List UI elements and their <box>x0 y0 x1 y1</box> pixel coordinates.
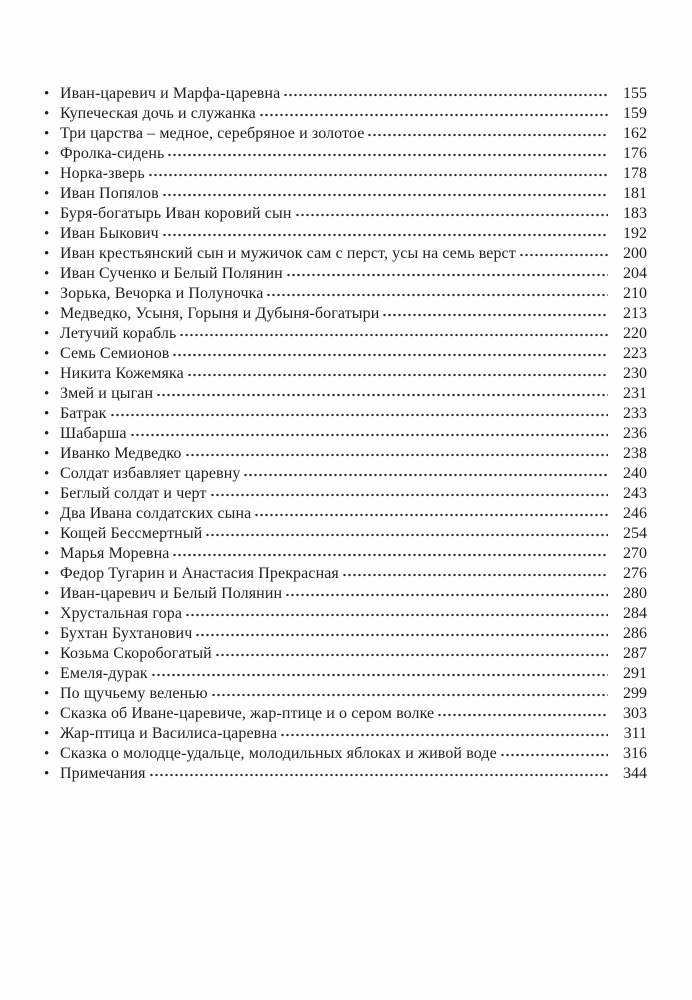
dotted-leader <box>156 386 608 398</box>
dotted-leader <box>162 226 608 238</box>
toc-entry-row <box>44 484 647 504</box>
toc-entry-row <box>44 444 647 464</box>
toc-entry-page-number: 220 <box>623 325 647 342</box>
toc-entry-row <box>44 284 647 304</box>
toc-entry-page-number: 254 <box>623 525 647 542</box>
dotted-leader <box>187 366 608 378</box>
toc-entry-row <box>44 504 647 524</box>
table-of-contents <box>44 84 647 784</box>
toc-entry-row <box>44 364 647 384</box>
toc-entry-row <box>44 224 647 244</box>
toc-entry-row <box>44 644 647 664</box>
toc-entry-page-number: 236 <box>623 425 647 442</box>
toc-entry-row <box>44 544 647 564</box>
bullet-icon: • <box>44 546 50 562</box>
dotted-leader <box>149 766 608 778</box>
bullet-icon: • <box>44 606 50 622</box>
toc-entry-page-number: 303 <box>623 705 647 722</box>
dotted-leader <box>179 326 608 338</box>
dotted-leader <box>519 246 608 258</box>
bullet-icon: • <box>44 466 50 482</box>
toc-entry-page-number: 243 <box>623 485 647 502</box>
toc-entry-title: Беглый солдат и черт <box>60 485 207 502</box>
toc-entry-title: Бухтан Бухтанович <box>60 625 193 642</box>
toc-entry-page-number: 284 <box>623 605 647 622</box>
toc-entry-row <box>44 144 647 164</box>
dotted-leader <box>195 626 608 638</box>
toc-entry-row <box>44 664 647 684</box>
dotted-leader <box>283 86 608 98</box>
bullet-icon: • <box>44 306 50 322</box>
toc-entry-page-number: 240 <box>623 465 647 482</box>
toc-entry-title: По щучьему веленью <box>60 685 208 702</box>
toc-entry-row <box>44 744 647 764</box>
dotted-leader <box>382 306 608 318</box>
bullet-icon: • <box>44 106 50 122</box>
toc-entry-title: Летучий корабль <box>60 325 177 342</box>
toc-entry-row <box>44 604 647 624</box>
dotted-leader <box>500 746 608 758</box>
toc-entry-page-number: 291 <box>623 665 647 682</box>
toc-entry-row <box>44 404 647 424</box>
toc-entry-page-number: 246 <box>623 505 647 522</box>
dotted-leader <box>210 486 608 498</box>
dotted-leader <box>172 546 608 558</box>
bullet-icon: • <box>44 186 50 202</box>
toc-entry-page-number: 231 <box>623 385 647 402</box>
toc-entry-title: Зорька, Вечорка и Полуночка <box>60 285 264 302</box>
toc-entry-title: Иван-царевич и Белый Полянин <box>60 585 283 602</box>
toc-entry-title: Сказка о молодце-удальце, молодильных яблоках и живой воде <box>60 745 497 762</box>
toc-entry-page-number: 155 <box>623 85 647 102</box>
bullet-icon: • <box>44 206 50 222</box>
toc-entry-title: Жар-птица и Василиса-царевна <box>60 725 278 742</box>
toc-entry-page-number: 286 <box>623 625 647 642</box>
dotted-leader <box>243 466 608 478</box>
toc-entry-page-number: 192 <box>623 225 647 242</box>
toc-entry-row <box>44 184 647 204</box>
toc-entry-row <box>44 164 647 184</box>
toc-entry-title: Купеческая дочь и служанка <box>60 105 256 122</box>
toc-entry-title: Солдат избавляет царевну <box>60 465 241 482</box>
toc-entry-row <box>44 564 647 584</box>
toc-entry-title: Федор Тугарин и Анастасия Прекрасная <box>60 565 339 582</box>
toc-entry-row <box>44 464 647 484</box>
dotted-leader <box>285 586 608 598</box>
toc-entry-title: Хрустальная гора <box>60 605 183 622</box>
toc-entry-row <box>44 244 647 264</box>
bullet-icon: • <box>44 686 50 702</box>
bullet-icon: • <box>44 486 50 502</box>
toc-entry-title: Медведко, Усыня, Горыня и Дубыня-богатыри <box>60 305 380 322</box>
bullet-icon: • <box>44 366 50 382</box>
dotted-leader <box>110 406 608 418</box>
toc-entry-page-number: 316 <box>623 745 647 762</box>
toc-entry-title: Иван Сученко и Белый Полянин <box>60 265 283 282</box>
toc-entry-title: Два Ивана солдатских сына <box>60 505 252 522</box>
bullet-icon: • <box>44 166 50 182</box>
toc-entry-row <box>44 524 647 544</box>
toc-entry-page-number: 213 <box>623 305 647 322</box>
toc-entry-row <box>44 704 647 724</box>
toc-entry-title: Примечания <box>60 765 146 782</box>
toc-entry-title: Батрак <box>60 405 107 422</box>
toc-entry-title: Змей и цыган <box>60 385 154 402</box>
dotted-leader <box>266 286 608 298</box>
toc-entry-page-number: 204 <box>623 265 647 282</box>
toc-entry-title: Иван-царевич и Марфа-царевна <box>60 85 281 102</box>
dotted-leader <box>167 146 608 158</box>
bullet-icon: • <box>44 126 50 142</box>
bullet-icon: • <box>44 526 50 542</box>
bullet-icon: • <box>44 266 50 282</box>
dotted-leader <box>185 446 608 458</box>
toc-entry-row <box>44 124 647 144</box>
toc-entry-row <box>44 764 647 784</box>
bullet-icon: • <box>44 246 50 262</box>
dotted-leader <box>185 606 608 618</box>
bullet-icon: • <box>44 406 50 422</box>
toc-entry-page-number: 299 <box>623 685 647 702</box>
bullet-icon: • <box>44 286 50 302</box>
bullet-icon: • <box>44 626 50 642</box>
toc-entry-page-number: 311 <box>623 725 647 742</box>
bullet-icon: • <box>44 666 50 682</box>
toc-entry-row <box>44 324 647 344</box>
toc-entry-title: Емеля-дурак <box>60 665 148 682</box>
toc-entry-row <box>44 344 647 364</box>
dotted-leader <box>148 166 608 178</box>
toc-entry-page-number: 344 <box>623 765 647 782</box>
toc-entry-title: Марья Моревна <box>60 545 170 562</box>
toc-entry-row <box>44 424 647 444</box>
dotted-leader <box>151 666 608 678</box>
toc-entry-row <box>44 584 647 604</box>
toc-entry-title: Иванко Медведко <box>60 445 182 462</box>
dotted-leader <box>259 106 608 118</box>
toc-entry-page-number: 287 <box>623 645 647 662</box>
toc-entry-row <box>44 384 647 404</box>
toc-entry-page-number: 280 <box>623 585 647 602</box>
bullet-icon: • <box>44 726 50 742</box>
bullet-icon: • <box>44 346 50 362</box>
toc-entry-title: Фролка-сидень <box>60 145 165 162</box>
bullet-icon: • <box>44 386 50 402</box>
bullet-icon: • <box>44 86 50 102</box>
bullet-icon: • <box>44 506 50 522</box>
toc-entry-page-number: 238 <box>623 445 647 462</box>
dotted-leader <box>280 726 608 738</box>
toc-entry-row <box>44 204 647 224</box>
toc-entry-page-number: 230 <box>623 365 647 382</box>
toc-entry-page-number: 270 <box>623 545 647 562</box>
toc-entry-page-number: 223 <box>623 345 647 362</box>
toc-entry-page-number: 183 <box>623 205 647 222</box>
toc-entry-row <box>44 624 647 644</box>
dotted-leader <box>211 686 608 698</box>
dotted-leader <box>342 566 608 578</box>
toc-entry-page-number: 200 <box>623 245 647 262</box>
toc-entry-page-number: 162 <box>623 125 647 142</box>
toc-entry-title: Иван крестьянский сын и мужичок сам с перст, усы на семь верст <box>60 245 516 262</box>
dotted-leader <box>130 426 608 438</box>
bullet-icon: • <box>44 766 50 782</box>
bullet-icon: • <box>44 566 50 582</box>
toc-entry-title: Шабарша <box>60 425 127 442</box>
toc-entry-page-number: 159 <box>623 105 647 122</box>
toc-entry-title: Три царства – медное, серебряное и золотое <box>60 125 365 142</box>
toc-entry-page-number: 176 <box>623 145 647 162</box>
dotted-leader <box>437 706 608 718</box>
toc-entry-title: Семь Семионов <box>60 345 170 362</box>
dotted-leader <box>286 266 608 278</box>
bullet-icon: • <box>44 706 50 722</box>
dotted-leader <box>162 186 608 198</box>
dotted-leader <box>367 126 608 138</box>
toc-entry-title: Козьма Скоробогатый <box>60 645 212 662</box>
toc-entry-title: Сказка об Иване-царевиче, жар-птице и о сером волке <box>60 705 435 722</box>
toc-entry-title: Никита Кожемяка <box>60 365 184 382</box>
bullet-icon: • <box>44 746 50 762</box>
toc-entry-page-number: 178 <box>623 165 647 182</box>
toc-entry-title: Кощей Бессмертный <box>60 525 203 542</box>
bullet-icon: • <box>44 646 50 662</box>
bullet-icon: • <box>44 226 50 242</box>
dotted-leader <box>215 646 608 658</box>
toc-entry-page-number: 276 <box>623 565 647 582</box>
bullet-icon: • <box>44 586 50 602</box>
toc-entry-title: Иван Попялов <box>60 185 159 202</box>
dotted-leader <box>172 346 608 358</box>
toc-entry-row <box>44 684 647 704</box>
bullet-icon: • <box>44 146 50 162</box>
toc-entry-page-number: 210 <box>623 285 647 302</box>
toc-entry-row <box>44 304 647 324</box>
bullet-icon: • <box>44 326 50 342</box>
toc-entry-title: Норка-зверь <box>60 165 145 182</box>
toc-entry-title: Буря-богатырь Иван коровий сын <box>60 205 292 222</box>
bullet-icon: • <box>44 446 50 462</box>
dotted-leader <box>295 206 608 218</box>
toc-entry-row <box>44 724 647 744</box>
dotted-leader <box>254 506 608 518</box>
toc-entry-page-number: 233 <box>623 405 647 422</box>
toc-entry-row <box>44 104 647 124</box>
toc-entry-row <box>44 264 647 284</box>
bullet-icon: • <box>44 426 50 442</box>
dotted-leader <box>205 526 608 538</box>
toc-entry-page-number: 181 <box>623 185 647 202</box>
toc-entry-row <box>44 84 647 104</box>
toc-entry-title: Иван Быкович <box>60 225 159 242</box>
